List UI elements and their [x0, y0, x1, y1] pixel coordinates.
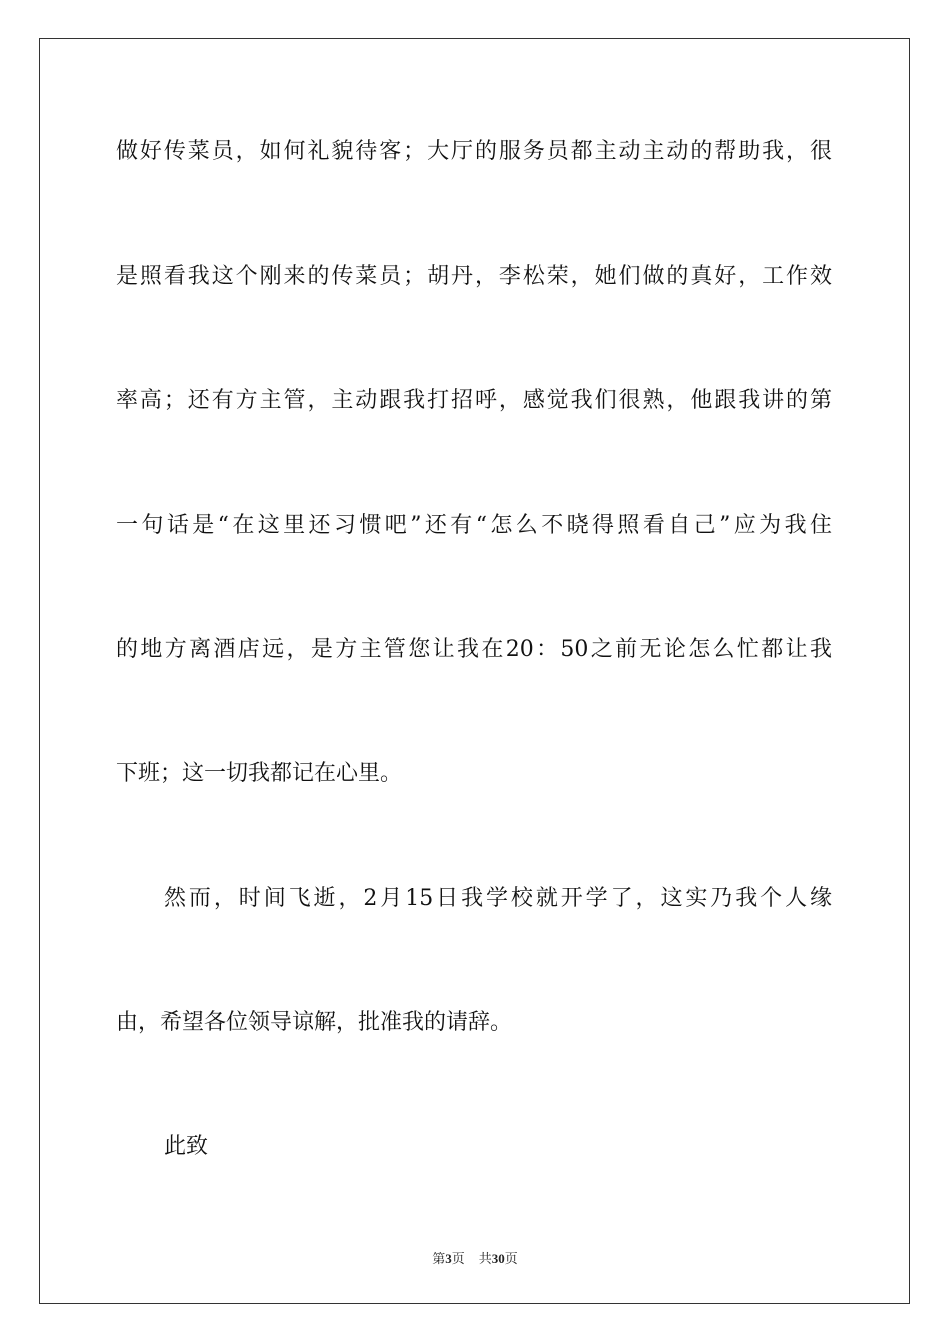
text-line: 是照看我这个刚来的传菜员；胡丹，李松荣，她们做的真好，工作效 — [116, 264, 832, 289]
total-pages: 30 — [491, 1251, 505, 1266]
text-line: 率高；还有方主管，主动跟我打招呼，感觉我们很熟，他跟我讲的第 — [116, 388, 832, 413]
total-suffix: 页 — [504, 1251, 518, 1266]
paragraph-first-line: 然而，时间飞逝，2月15日我学校就开学了，这实乃我个人缘 — [164, 886, 832, 911]
page-number: 3 — [445, 1251, 452, 1266]
text-line: 做好传菜员，如何礼貌待客；大厅的服务员都主动主动的帮助我，很 — [116, 139, 832, 164]
text-line: 一句话是“在这里还习惯吧”还有“怎么不晓得照看自己”应为我住 — [116, 513, 832, 538]
page-border — [39, 38, 910, 1304]
text-line: 下班；这一切我都记在心里。 — [116, 761, 403, 786]
text-line: 的地方离酒店远，是方主管您让我在20：50之前无论怎么忙都让我 — [116, 637, 832, 662]
page-footer — [0, 1248, 950, 1267]
closing-salutation: 此致 — [164, 1134, 209, 1159]
page-prefix: 第 — [432, 1251, 446, 1266]
total-prefix: 共 — [478, 1251, 492, 1266]
text-line: 由，希望各位领导谅解，批准我的请辞。 — [116, 1010, 513, 1035]
page-suffix: 页 — [451, 1251, 465, 1266]
